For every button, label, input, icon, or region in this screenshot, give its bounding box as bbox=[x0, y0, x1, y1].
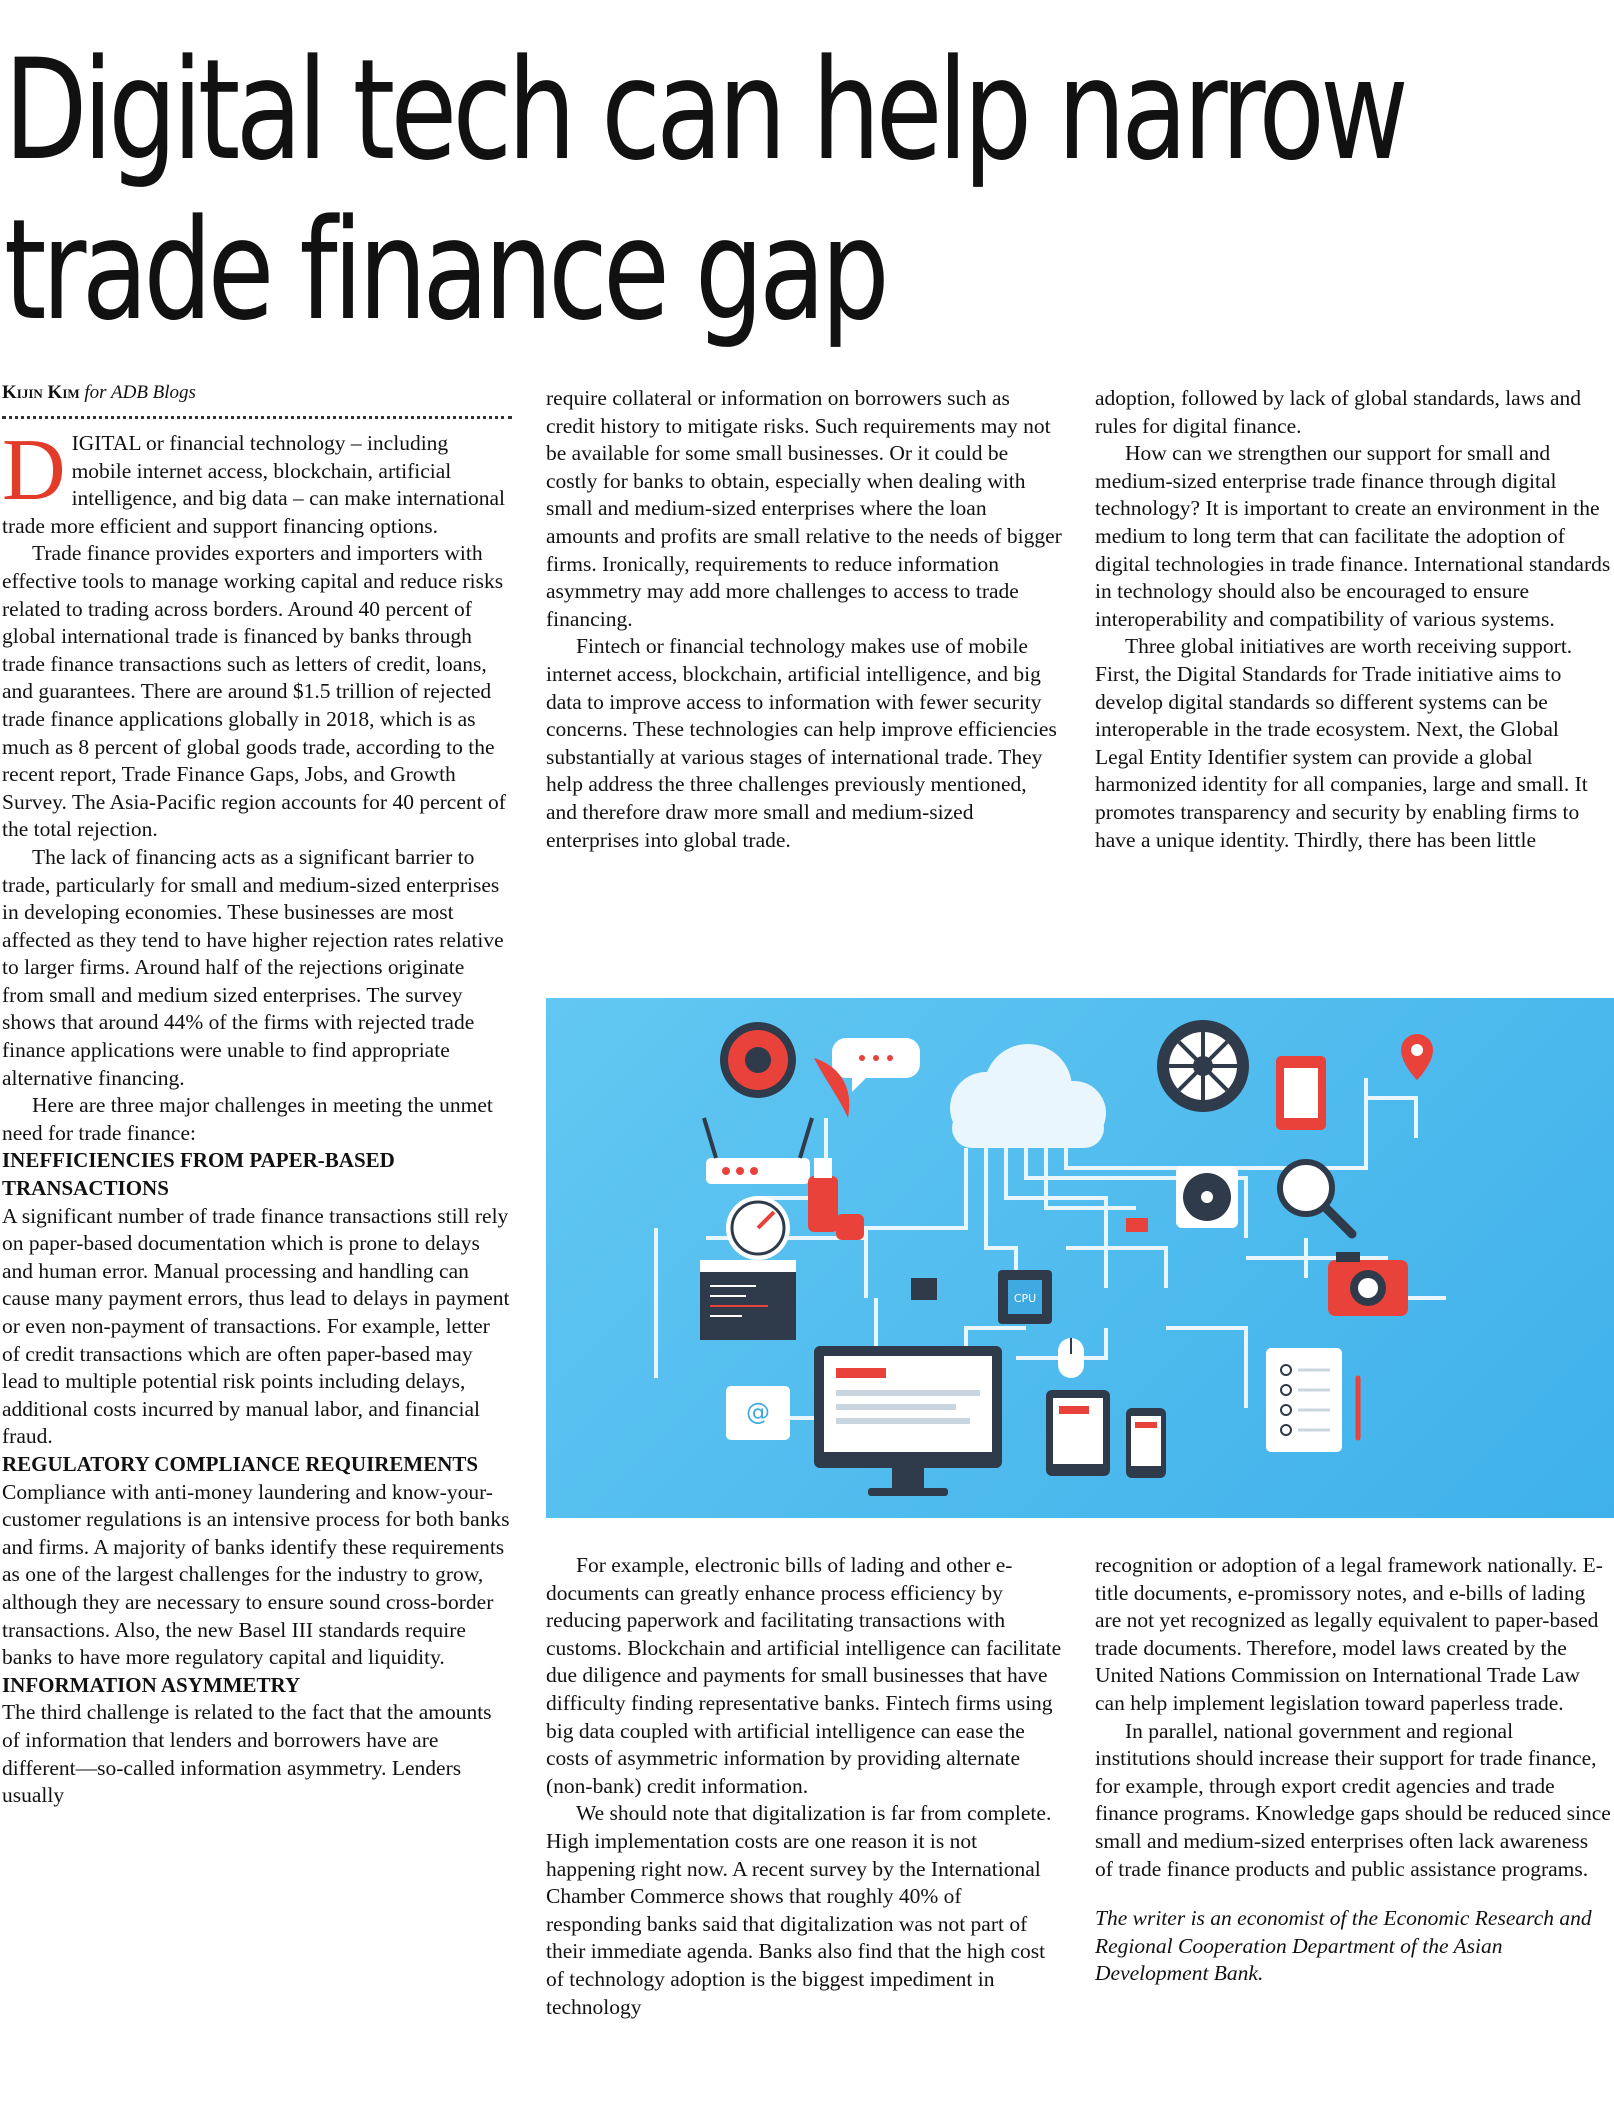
paragraph-intro bbox=[2, 422, 510, 540]
email-icon bbox=[726, 1386, 790, 1440]
browser-window-icon bbox=[700, 1260, 796, 1340]
paragraph: How can we strengthen our support for small and medium-sized enterprise trade finance through digital technology? It is important to create an environment in the medium to long term that can facilitate the adoption of digital technologies in trade finance. International standards in technology should also be encouraged to ensure interoperability and compatibility of various systems. bbox=[1095, 441, 1611, 631]
email-symbol: @ bbox=[746, 1398, 770, 1426]
column-3-top bbox=[1095, 385, 1611, 854]
column-2-top bbox=[546, 385, 1062, 854]
router-icon bbox=[704, 1118, 812, 1184]
paragraph: Here are three major challenges in meeting the unmet need for trade finance: bbox=[2, 1093, 493, 1145]
mouse-icon bbox=[1058, 1338, 1084, 1378]
gauge-icon bbox=[726, 1196, 790, 1260]
column-1 bbox=[2, 422, 510, 1810]
column-3-bottom bbox=[1095, 1552, 1611, 1988]
disc-icon bbox=[1176, 1166, 1238, 1228]
tech-illustration bbox=[546, 998, 1614, 1518]
tablet-icon bbox=[1046, 1390, 1110, 1476]
paragraph: recognition or adoption of a legal framework nationally. E-title documents, e-promissory notes, and e-bills of lading are not yet recognized as legally equivalent to paper-based trade documents. Therefore, model laws created by the United Nations Commission on International Trade Law can help implement legislation toward paperless trade. bbox=[1095, 1553, 1603, 1715]
paragraph-intro-text: IGITAL or financial technology – including mobile internet access, blockchain, artificial intelligence, and big data – can make international trade more efficient and support financing options. bbox=[2, 431, 505, 538]
hard-drive-icon bbox=[1276, 1056, 1326, 1130]
byline-author: Kijin Kim bbox=[2, 382, 80, 403]
paragraph: adoption, followed by lack of global standards, laws and rules for digital finance. bbox=[1095, 386, 1582, 438]
illustration-svg bbox=[546, 998, 1614, 1518]
usb-drive-icon bbox=[808, 1158, 864, 1240]
column-2-bottom bbox=[546, 1552, 1062, 2021]
author-note: The writer is an economist of the Economic Research and Regional Cooperation Department of the Asian Development Bank. bbox=[1095, 1906, 1592, 1986]
paragraph: Three global initiatives are worth receiving support. First, the Digital Standards for Trade initiative aims to develop digital standards so different systems can be interoperable in the trade ecosystem. Next, the Global Legal Entity Identifier system can provide a global harmonized identity for all companies, large and small. It promotes transparency and security by enabling firms to have a unique identity. Thirdly, there has been little bbox=[1095, 634, 1588, 852]
cpu-chip-icon bbox=[998, 1270, 1052, 1324]
article-headline bbox=[4, 29, 1405, 351]
wheel-icon bbox=[1157, 1020, 1249, 1112]
paragraph: In parallel, national government and regional institutions should increase their support for trade finance, for example, through export credit agencies and trade finance programs. Knowledge gaps should be reduced since small and medium-sized enterprises often lack awareness of trade finance products and public assistance programs. bbox=[1095, 1718, 1611, 1881]
paragraph: Compliance with anti-money laundering and know-your-customer regulations is an intensive process for both banks and firms. A majority of banks identify these requirements as one of the largest challenges for the industry to grow, although they are necessary to ensure sound cross-border transactions. Also, the new Basel III standards require banks to have more regulatory capital and liquidity. bbox=[2, 1479, 510, 1670]
cloud-icon bbox=[950, 1044, 1106, 1148]
byline bbox=[2, 382, 512, 404]
paragraph: A significant number of trade finance transactions still rely on paper-based documentation which is prone to delays and human error. Manual processing and handling can cause many payment errors, thus lead to delays in payment or even non-payment of transactions. For example, letter of credit transactions which are often paper-based may lead to multiple potential risk points including delays, additional costs incurred by manual labor, and financial fraud. bbox=[2, 1203, 510, 1449]
subheading-paper: INEFFICIENCIES FROM PAPER-BASED TRANSACTIONS bbox=[2, 1148, 395, 1201]
paragraph: Fintech or financial technology makes use of mobile internet access, blockchain, artificial intelligence, and big data to improve access to information with fewer security concerns. These technologies can help improve efficiencies substantially at various stages of international trade. They help address the three challenges previously mentioned, and therefore draw more small and medium-sized enterprises into global trade. bbox=[546, 634, 1057, 852]
phone-icon bbox=[1126, 1408, 1166, 1478]
subheading-compliance: REGULATORY COMPLIANCE REQUIREMENTS bbox=[2, 1451, 479, 1476]
magnifier-icon bbox=[1280, 1162, 1352, 1234]
paragraph: Trade finance provides exporters and importers with effective tools to manage working capital and reduce risks related to trading across borders. Around 40 percent of global international trade is financed by banks through trade finance transactions such as letters of credit, loans, and guarantees. There are around $1.5 trillion of rejected trade finance applications globally in 2018, which is as much as 8 percent of global goods trade, according to the recent report, Trade Finance Gaps, Jobs, and Growth Survey. The Asia-Pacific region accounts for 40 percent of the total rejection. bbox=[2, 541, 506, 842]
paragraph: We should note that digitalization is far from complete. High implementation costs are one reason it is not happening right now. A recent survey by the International Chamber Commerce shows that roughly 40% of responding banks said that digitalization was not part of their immediate agenda. Banks also find that the high cost of technology adoption is the biggest impediment in technology bbox=[546, 1801, 1052, 2019]
byline-divider bbox=[2, 416, 512, 419]
paragraph: For example, electronic bills of lading and other e-documents can greatly enhance process efficiency by reducing paperwork and facilitating transactions with customs. Blockchain and artificial intelligence can facilitate due diligence and payments for small businesses that have difficulty finding representative banks. Fintech firms using big data coupled with artificial intelligence can ease the costs of asymmetric information by providing alternate (non-bank) credit information. bbox=[546, 1553, 1062, 1798]
gear-icon bbox=[720, 1022, 796, 1098]
byline-outlet: for ADB Blogs bbox=[84, 382, 196, 403]
checklist-icon bbox=[1266, 1348, 1358, 1452]
cpu-chip-label: CPU bbox=[1013, 1292, 1037, 1305]
location-pin-icon bbox=[1401, 1034, 1433, 1080]
camera-icon bbox=[1328, 1252, 1408, 1316]
chat-bubble-icon bbox=[814, 1038, 920, 1118]
drop-cap: D bbox=[2, 422, 66, 519]
paragraph: The third challenge is related to the fact that the amounts of information that lenders and borrowers have are different—so-called information asymmetry. Lenders usually bbox=[2, 1700, 492, 1808]
monitor-icon bbox=[814, 1346, 1002, 1496]
headline-line-2: trade finance gap bbox=[4, 189, 885, 351]
headline-line-1: Digital tech can help narrow bbox=[4, 29, 1405, 191]
paragraph: require collateral or information on borrowers such as credit history to mitigate risks. Such requirements may not be available for some small businesses. Or it could be costly for banks to obtain, especially when dealing with small and medium-sized enterprises where the loan amounts and profits are small relative to the needs of bigger firms. Ironically, requirements to reduce information asymmetry may add more challenges to access to trade financing. bbox=[546, 386, 1062, 631]
paragraph: The lack of financing acts as a significant barrier to trade, particularly for small and medium-sized enterprises in developing economies. These businesses are most affected as they tend to have higher rejection rates relative to larger firms. Around half of the rejections originate from small and medium sized enterprises. The survey shows that around 44% of the firms with rejected trade finance applications were unable to find appropriate alternative financing. bbox=[2, 844, 504, 1090]
subheading-asymmetry: INFORMATION ASYMMETRY bbox=[2, 1672, 301, 1697]
